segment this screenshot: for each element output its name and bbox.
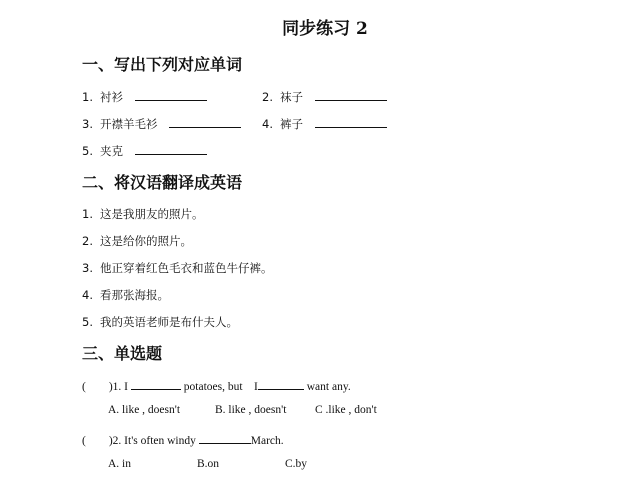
item-number: 1. bbox=[82, 90, 93, 104]
question-2 bbox=[82, 431, 284, 447]
translate-item-4 bbox=[82, 287, 169, 303]
question-text-pre: 2. It's often windy bbox=[112, 435, 199, 447]
q1-option-c[interactable]: C .like , don't bbox=[315, 404, 377, 416]
page-title: 同步练习 2 bbox=[282, 19, 368, 39]
answer-blank[interactable] bbox=[131, 377, 181, 390]
vocab-item-5 bbox=[82, 142, 207, 159]
answer-bracket[interactable]: ( ) bbox=[82, 381, 113, 393]
section-1-heading: 一、写出下列对应单词 bbox=[82, 55, 243, 74]
item-text: 开襟羊毛衫 bbox=[99, 117, 158, 131]
item-number: 1. bbox=[82, 207, 93, 221]
section-3-heading: 三、单选题 bbox=[82, 344, 163, 363]
translate-item-1 bbox=[82, 206, 203, 222]
item-text: 裤子 bbox=[279, 117, 303, 131]
vocab-item-1 bbox=[82, 88, 207, 105]
vocab-item-2 bbox=[262, 88, 387, 105]
answer-blank[interactable] bbox=[258, 377, 304, 390]
item-number: 3. bbox=[82, 117, 93, 131]
item-text: 衬衫 bbox=[99, 90, 123, 104]
vocab-item-4 bbox=[262, 115, 387, 132]
item-number: 3. bbox=[82, 261, 93, 275]
q1-option-b[interactable]: B. like , doesn't bbox=[215, 404, 287, 416]
item-text: 看那张海报。 bbox=[99, 288, 169, 302]
answer-bracket[interactable]: ( ) bbox=[82, 435, 113, 447]
q2-option-a[interactable]: A. in bbox=[108, 458, 131, 470]
answer-blank[interactable] bbox=[315, 88, 387, 101]
answer-blank[interactable] bbox=[169, 115, 241, 128]
question-text-post: March. bbox=[250, 435, 284, 447]
item-number: 4. bbox=[82, 288, 93, 302]
item-number: 5. bbox=[82, 144, 93, 158]
question-text-pre: 1. I bbox=[112, 381, 131, 393]
item-text: 这是我朋友的照片。 bbox=[99, 207, 204, 221]
item-number: 2. bbox=[82, 234, 93, 248]
question-1 bbox=[82, 377, 351, 393]
question-text-post: want any. bbox=[303, 381, 351, 393]
answer-blank[interactable] bbox=[199, 431, 251, 444]
item-text: 夹克 bbox=[99, 144, 123, 158]
item-number: 4. bbox=[262, 117, 273, 131]
item-text: 他正穿着红色毛衣和蓝色牛仔裤。 bbox=[99, 261, 273, 275]
translate-item-5 bbox=[82, 314, 238, 330]
question-text-mid: potatoes, but I bbox=[180, 381, 258, 393]
translate-item-3 bbox=[82, 260, 272, 276]
q2-option-b[interactable]: B.on bbox=[197, 458, 220, 470]
item-text: 我的英语老师是布什夫人。 bbox=[99, 315, 238, 329]
item-number: 5. bbox=[82, 315, 93, 329]
answer-blank[interactable] bbox=[135, 88, 207, 101]
answer-blank[interactable] bbox=[315, 115, 387, 128]
item-text: 袜子 bbox=[279, 90, 303, 104]
answer-blank[interactable] bbox=[135, 142, 207, 155]
q2-option-c[interactable]: C.by bbox=[285, 458, 308, 470]
q1-option-a[interactable]: A. like , doesn't bbox=[108, 404, 181, 416]
section-2-heading: 二、将汉语翻译成英语 bbox=[82, 173, 243, 192]
item-number: 2. bbox=[262, 90, 273, 104]
translate-item-2 bbox=[82, 233, 192, 249]
item-text: 这是给你的照片。 bbox=[99, 234, 192, 248]
vocab-item-3 bbox=[82, 115, 241, 132]
